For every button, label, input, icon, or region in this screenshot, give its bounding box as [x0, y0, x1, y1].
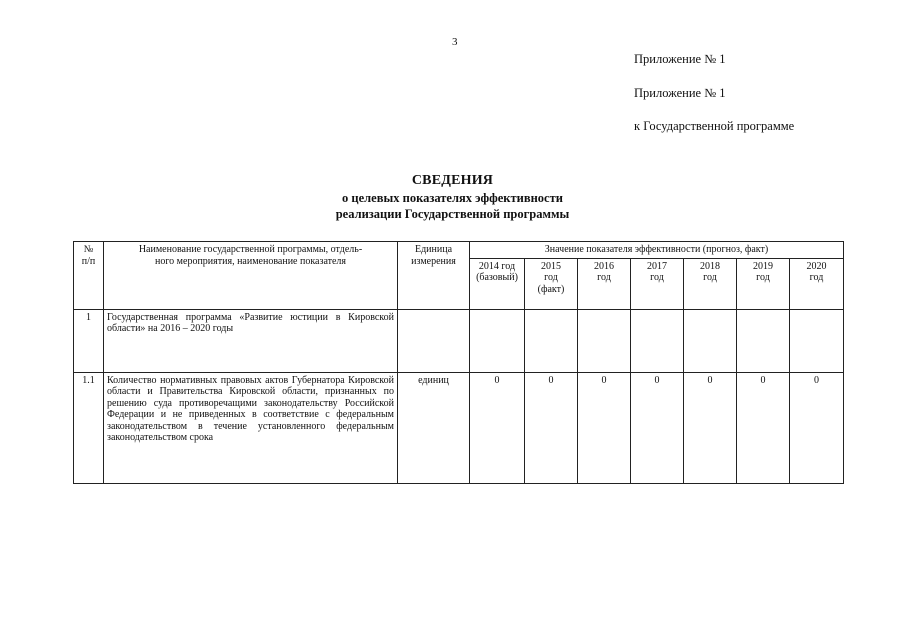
year-2015-line-2: год — [544, 272, 558, 283]
appendix-line-2: Приложение № 1 — [634, 86, 726, 100]
table-row — [74, 309, 844, 372]
year-2018-line-1: 2018 — [700, 260, 720, 272]
appendix-line-1: Приложение № 1 — [634, 52, 726, 66]
header-unit-line-1: Единица — [414, 244, 453, 255]
row-unit: единиц — [398, 372, 470, 483]
year-2017-line-2: год — [650, 272, 664, 283]
header-year-2014 — [470, 258, 525, 309]
header-unit-line-2: измерения — [411, 255, 456, 267]
row-num: 1 — [74, 309, 104, 372]
row-value-2015: 0 — [525, 372, 578, 483]
header-year-2019 — [737, 258, 790, 309]
year-2014-line-1: 2014 год — [478, 260, 516, 272]
header-num-line-1: № — [83, 244, 94, 255]
document-subtitle-2: реализации Государственной программы — [335, 207, 570, 221]
header-name — [104, 242, 398, 310]
row-value-2019 — [737, 309, 790, 372]
row-name: Количество нормативных правовых актов Губернатора Кировской области и Правительства Кировской области, признанных по решению суда противоречащими законодательству Российской Федерации и не приведенных в соответствие с федеральным законодательством в течение установленного федеральным законодательством срока — [104, 372, 398, 483]
year-2015-line-3: (факт) — [537, 283, 565, 295]
appendix-line-3: к Государственной программе — [634, 119, 795, 133]
header-unit — [398, 242, 470, 310]
row-value-2014: 0 — [470, 372, 525, 483]
year-2016-line-2: год — [597, 272, 611, 283]
year-2020-line-2: год — [809, 272, 824, 283]
row-value-2020: 0 — [790, 372, 844, 483]
header-year-2017 — [631, 258, 684, 309]
year-2017-line-1: 2017 — [647, 260, 667, 272]
row-value-2017 — [631, 309, 684, 372]
row-value-2016 — [578, 309, 631, 372]
row-num: 1.1 — [74, 372, 104, 483]
row-value-2020 — [790, 309, 844, 372]
year-2014-line-2: (базовый) — [476, 272, 518, 283]
year-2015-line-1: 2015 — [541, 260, 561, 272]
document-title: СВЕДЕНИЯ — [411, 173, 494, 188]
header-name-line-1: Наименование государственной программы, отдель- — [138, 244, 363, 255]
year-2019-line-1: 2019 — [753, 260, 773, 272]
table-row — [74, 372, 844, 483]
header-year-2015 — [525, 258, 578, 309]
row-name: Государственная программа «Развитие юстиции в Кировской области» на 2016 – 2020 годы — [104, 309, 398, 372]
row-value-2018 — [684, 309, 737, 372]
header-year-2020 — [790, 258, 844, 309]
header-row-1 — [74, 242, 844, 259]
header-num-line-2: п/п — [81, 255, 96, 267]
row-value-2017: 0 — [631, 372, 684, 483]
header-year-2016 — [578, 258, 631, 309]
row-unit — [398, 309, 470, 372]
page-number: 3 — [452, 36, 458, 48]
header-values-group: Значение показателя эффективности (прогноз, факт) — [470, 242, 844, 259]
row-value-2018: 0 — [684, 372, 737, 483]
document-subtitle-1: о целевых показателях эффективности — [342, 191, 563, 205]
indicators-table — [73, 241, 844, 484]
year-2018-line-2: год — [703, 272, 717, 283]
year-2020-line-1: 2020 — [806, 260, 827, 272]
row-value-2014 — [470, 309, 525, 372]
header-num — [74, 242, 104, 310]
row-value-2016: 0 — [578, 372, 631, 483]
row-value-2019: 0 — [737, 372, 790, 483]
year-2016-line-1: 2016 — [594, 260, 614, 272]
row-value-2015 — [525, 309, 578, 372]
year-2019-line-2: год — [756, 272, 770, 283]
header-name-line-2: ного мероприятия, наименование показателя — [154, 255, 347, 267]
header-year-2018 — [684, 258, 737, 309]
